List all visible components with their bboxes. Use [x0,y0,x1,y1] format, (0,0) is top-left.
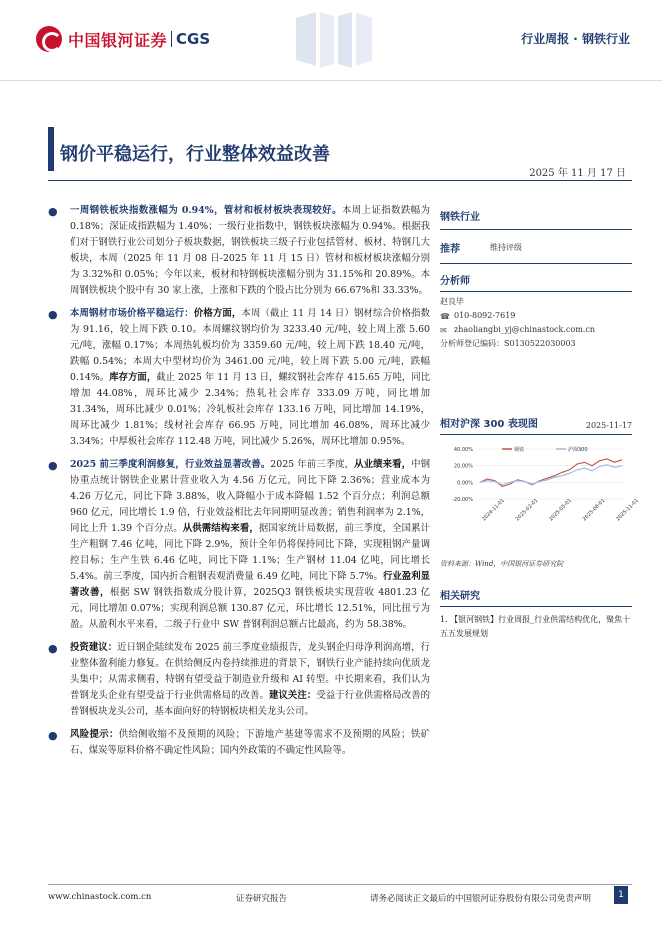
bullet-body: 本周上证指数跌幅为 0.18%；深证成指跌幅为 1.40%；一级行业指数中，钢铁板块涨幅为 0.94%。根据我们对于钢铁行业公司划分子板块数据，钢铁板块三级子行业包括管材、板材、特钢几大板块，本周（2025 年 11 月 08 日-2025 年 11 月 15 日）管材和板材板块涨幅分别为 3.32%和 0.05%；今年以来，板材和特钢板块涨幅分别为 31.15%和 20.89%。本周钢铁板块个股中有 30 家上涨，上涨和下跌的个股占比分别为 66.67%和 33.33%。 [70,205,430,296]
chart-x-tick-label: 2025-02-01 [514,497,540,523]
logo-divider [171,31,172,47]
bullet-keyword: 价格方面， [193,308,242,319]
summary-bullet-5 [48,727,430,759]
rating-label: 推荐 [440,244,460,255]
bullet-lead: 本周钢材市场价格平稳运行： [70,308,194,319]
analyst-cert: 分析师登记编码：S0130522030003 [440,339,576,348]
chart-legend-label: 沪深300 [568,447,588,453]
bullet-lead: 2025 前三季度利润修复，行业效益显著改善。 [70,459,271,470]
chart-y-tick-label: 40.00% [453,447,473,453]
bullet-body: 近日钢企陆续发布 2025 前三季度业绩报告，龙头钢企归母净利润高增，行业整体盈利能力修复。在供给侧反内卷持续推进的背景下，钢铁行业产能持续向优质龙头集中；从需求侧看，特钢有望受益于制造业升级和 AI 转型。中长期来看，我们认为普钢龙头企业有望受益于行业供需格局的改善。 [70,642,430,701]
chart-y-tick-label: -20.00% [452,497,473,503]
rating-value: 维持评级 [490,242,522,252]
summary-bullet-2 [48,306,430,450]
bullet-body: 受益于行业供需格局改善的普钢板块龙头公司，基本面向好的特钢板块相关龙头公司。 [70,690,430,717]
logo-text-cn: 中国银河证券 [68,30,168,50]
page-number: 1 [614,886,628,904]
sidebar-divider [440,229,632,230]
summary-bullet-4 [48,640,430,720]
bullet-keyword: 库存方面， [109,372,157,383]
footer-disclaimer: 请务必阅读正文最后的中国银河证券股份有限公司免责声明 [370,894,592,904]
bullet-body: 供给侧收缩不及预期的风险；下游地产基建等需求不及预期的风险；铁矿石、煤炭等原料价格不确定性风险；国内外政策的不确定性风险等。 [70,729,430,756]
chart-x-tick-label: 2025-05-01 [548,497,573,523]
sidebar-divider [440,434,632,435]
relative-performance-chart [440,439,640,555]
chart-title: 相对沪深 300 表现图 [440,419,538,430]
footer-site[interactable]: www.chinastock.com.cn [48,892,152,902]
sidebar-divider [440,606,632,607]
related-report-link[interactable]: 1. 【银河钢铁】行业周报_行业供需结构优化，聚焦十五五发展规划 [440,615,631,638]
bullet-body: 截止 2025 年 11 月 13 日，螺纹钢社会库存 415.65 万吨，同比增加 44.08%，周环比减少 2.34%；热轧社会库存 333.09 万吨，同比增加 31.34%，周环比减少 0.01%；冷轧板社会库存 133.16 万吨，同比增加 14.19%，周环比减少 1.81%；线材社会库存 66.95 万吨，同比增加 46.08%，周环比减少 3.34%；中厚板社会库存 112.48 万吨，同比减少 5.26%，周环比增加 0.95%。 [70,372,430,447]
bullet-icon: ● [48,308,58,321]
bullet-keyword: 投资建议： [70,642,118,653]
sidebar-divider [440,291,632,292]
bullet-icon: ● [48,729,58,742]
email-icon: ✉ [440,325,447,335]
footer-divider [48,884,632,885]
bullet-lead: 一周钢铁板块指数涨幅为 0.94%，管材和板材板块表现较好。 [70,205,342,216]
page-title: 钢价平稳运行，行业整体效益改善 [60,144,330,165]
company-logo [36,26,210,52]
chart-series-line-hs300 [480,465,622,485]
title-divider [48,180,632,181]
analyst-phone: 010-8092-7619 [454,311,516,320]
chart-y-tick-label: 0.00% [457,480,473,487]
main-content [48,203,430,766]
related-heading: 相关研究 [440,591,480,602]
chart-y-tick-label: 20.00% [453,463,473,470]
phone-icon: ☎ [440,311,450,321]
analyst-phone-row [440,309,632,323]
bullet-keyword: 建议关注： [268,690,317,701]
bullet-body: 根据 SW 钢铁指数成分股计算，2025Q3 钢铁板块实现营收 4801.23 亿元，同比增加 0.07%；实现利润总额 130.87 亿元，环比增长 12.51%，同比扭亏为盈。从盈利水平来看，二级子行业中 SW 普钢利润总额占比最高，约为 58.38%。 [70,587,430,630]
rating-row [440,240,632,255]
cgs-watermark-icon [292,8,376,72]
analyst-email-row [440,323,632,337]
chart-x-tick-label: 2025-11-01 [615,497,640,523]
sidebar-divider [440,263,632,264]
bullet-icon: ● [48,205,58,218]
bullet-keyword: 风险提示： [70,729,119,740]
summary-bullet-1 [48,203,430,299]
chart-source: 资料来源：Wind，中国银河证券研究院 [440,560,564,568]
bullet-body: 据国家统计局数据，前三季度，全国累计生产粗钢 7.46 亿吨，同比下降 2.9%，预计全年仍将保持同比下降，实现粗钢产量调控目标；生产生铁 6.46 亿吨，同比下降 1.1%；生产钢材 11.04 亿吨，同比增长 5.4%。前三季度，国内折合粗钢表观消费量 6.49 亿吨，同比下降 5.7%。 [70,523,430,582]
analyst-name: 赵良毕 [440,297,464,306]
chart-x-tick-label: 2024-11-01 [481,497,506,523]
bullet-icon: ● [48,642,58,655]
bullet-keyword: 从业绩来看， [354,459,412,470]
bullet-keyword: 从供需结构来看， [182,523,259,534]
bullet-body: 2025 年前三季度， [270,459,355,470]
page-header [0,0,662,82]
logo-text-en: CGS [176,30,211,48]
sidebar-industry: 钢铁行业 [440,212,480,223]
chart-header [440,415,632,430]
summary-bullet-3 [48,457,430,633]
header-divider [0,80,662,81]
analyst-email[interactable]: zhaoliangbi_yj@chinastock.com.cn [454,325,595,334]
analyst-heading: 分析师 [440,276,470,287]
bullet-body: 本周（截止 11 月 14 日）钢材综合价格指数为 91.16，较上周下跌 0.10。本周螺纹钢均价为 3233.40 元/吨，较上周上涨 5.60 元/吨，涨幅 0.17%；本周热轧板均价为 3359.60 元/吨，较上周下跌 18.40 元/吨，跌幅 0.54%；本周大中型材均价为 3461.00 元/吨，较上周下跌 5.00 元/吨，跌幅 0.14%。 [70,308,430,383]
bullet-keyword: 行业盈利显著改善， [70,571,430,598]
report-category: 行业周报 · 钢铁行业 [521,32,630,46]
chart-legend-label: 钢铁 [514,447,525,453]
bullet-body: 中钢协重点统计钢铁企业累计营业收入为 4.56 万亿元，同比下降 2.36%；营业成本为 4.26 万亿元，同比下降 3.88%，收入降幅小于成本降幅 1.52 个百分点；利润总额 960 亿元，同比增长 1.9 倍，行业效益相比去年同期明显改善；销售利润率为 2.1%，同比上升 1.39 个百分点。 [70,459,430,534]
title-accent-bar [48,127,54,171]
chart-x-tick-label: 2025-08-01 [581,497,607,523]
chart-date: 2025-11-17 [585,421,632,430]
logo-icon [36,26,62,52]
report-date: 2025 年 11 月 17 日 [529,168,626,179]
bullet-icon: ● [48,459,58,472]
sidebar [440,200,640,641]
footer-type: 证券研究报告 [236,894,288,904]
